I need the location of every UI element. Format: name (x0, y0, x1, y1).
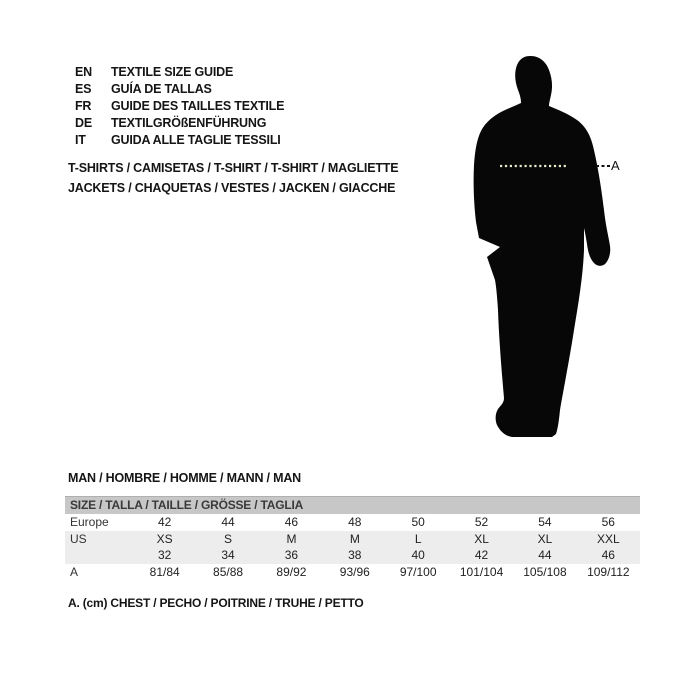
table-cell: M (286, 531, 297, 546)
table-cell: 40 (411, 548, 425, 562)
measurement-label-a: A (611, 158, 620, 173)
table-cell: 54 (538, 515, 552, 529)
list-item (75, 98, 284, 115)
list-item (75, 132, 284, 149)
table-cell: 56 (601, 515, 615, 529)
table-cell: 36 (284, 548, 299, 562)
language-label: GUÍA DE TALLAS (111, 82, 212, 96)
table-cell: XL (474, 531, 489, 546)
table-cell: 42 (158, 515, 172, 529)
row-label: A (70, 564, 79, 579)
table-cell: 44 (538, 548, 552, 562)
table-cell: XL (537, 531, 553, 546)
table-cell: 32 (158, 548, 172, 562)
table-row-chest (65, 564, 640, 581)
language-label: TEXTILGRÖßENFÜHRUNG (111, 116, 267, 130)
language-code: EN (75, 65, 92, 79)
table-cell: 44 (221, 515, 235, 529)
category-line-jackets: JACKETS / CHAQUETAS / VESTES / JACKEN / GIACCHE (68, 180, 396, 195)
row-label: Europe (70, 515, 109, 529)
language-code: ES (75, 82, 92, 96)
table-cell: 34 (221, 548, 235, 562)
table-cell: 52 (474, 515, 489, 529)
table-cell: 101/104 (459, 564, 504, 579)
language-code: DE (75, 116, 92, 130)
size-table-header: SIZE / TALLA / TAILLE / GRÖSSE / TAGLIA (65, 496, 640, 514)
product-categories (68, 159, 398, 198)
table-cell: 42 (474, 548, 489, 562)
table-cell: 97/100 (399, 564, 437, 579)
language-label: TEXTILE SIZE GUIDE (111, 65, 234, 79)
man-silhouette (474, 56, 611, 437)
man-silhouette-figure (440, 40, 640, 450)
table-cell: 89/92 (276, 564, 307, 579)
table-row-europe (65, 514, 640, 531)
table-cell: XS (156, 531, 173, 546)
table-cell: 85/88 (213, 564, 244, 579)
row-label (65, 547, 133, 564)
table-cell: 105/108 (523, 564, 567, 579)
measurement-footnote: A. (cm) CHEST / PECHO / POITRINE / TRUHE / PETTO (68, 596, 364, 610)
table-cell: S (224, 531, 233, 546)
language-guide-list (75, 64, 284, 149)
table-cell: 48 (348, 515, 362, 529)
table-row-us-numbers (65, 547, 640, 564)
table-cell: 46 (601, 548, 615, 562)
list-item (75, 115, 284, 132)
table-cell: 93/96 (339, 564, 370, 579)
language-code: IT (75, 133, 86, 147)
language-label: GUIDE DES TAILLES TEXTILE (111, 99, 285, 113)
table-cell: M (349, 531, 360, 546)
table-cell: 38 (348, 548, 362, 562)
section-title-man: MAN / HOMBRE / HOMME / MANN / MAN (68, 471, 301, 485)
table-cell: 81/84 (149, 564, 180, 579)
table-cell: 46 (284, 515, 299, 529)
language-label: GUIDA ALLE TAGLIE TESSILI (111, 133, 281, 147)
size-table (65, 496, 640, 580)
table-cell: XXL (596, 531, 620, 546)
table-cell: 109/112 (587, 564, 630, 579)
table-cell: L (414, 531, 422, 546)
table-cell: 50 (411, 515, 425, 529)
row-label: US (70, 531, 87, 546)
language-code: FR (75, 99, 92, 113)
list-item (75, 64, 284, 81)
list-item (75, 81, 284, 98)
table-row-us-letters (65, 531, 640, 548)
category-line-tshirts: T-SHIRTS / CAMISETAS / T-SHIRT / T-SHIRT / MAGLIETTE (68, 161, 399, 175)
